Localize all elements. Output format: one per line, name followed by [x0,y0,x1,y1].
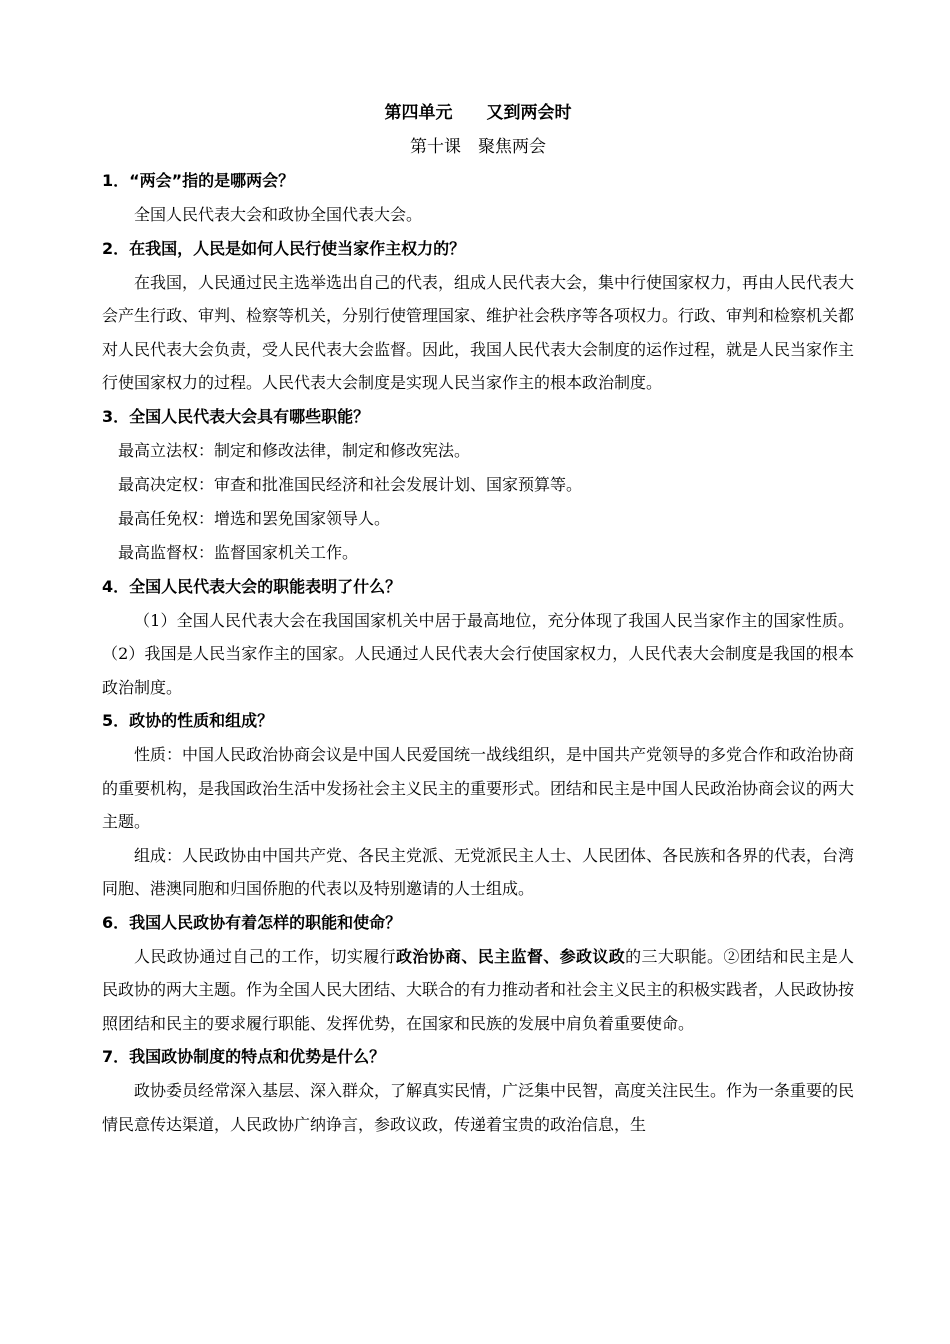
answer-7: 政协委员经常深入基层、深入群众，了解真实民情，广泛集中民智，高度关注民生。作为一条重要的民情民意传达渠道，人民政协广纳诤言，参政议政，传递着宝贵的政治信息，生 [102,1081,855,1134]
question-7: 7．我国政协制度的特点和优势是什么？ [102,1047,386,1066]
lesson-title: 第十课 聚焦两会 [410,137,546,157]
power-item-supervision: 最高监督权：监督国家机关工作。 [118,542,359,562]
answer-5-composition: 组成：人民政协由中国共产党、各民主党派、无党派民主人士、人民团体、各民族和各界的代表，台湾同胞、港澳同胞和归国侨胞的代表以及特别邀请的人士组成。 [102,845,855,898]
question-2: 2．在我国，人民是如何人民行使当家作主权力的？ [102,238,466,258]
answer-6-after: 的三大职能。②团结和民主是人民政协的两大主题。作为全国人民大团结、大联合的有力推动者和社会主义民主的积极实践者，人民政协按照团结和民主的要求履行职能、发挥优势，在国家和民族的发展中肩负着重要使命。 [102,946,855,1033]
question-5: 5．政协的性质和组成？ [102,711,274,730]
question-4: 4．全国人民代表大会的职能表明了什么？ [102,576,402,596]
power-item-appointment: 最高任免权：增选和罢免国家领导人。 [118,508,391,528]
answer-6-before: 人民政协通过自己的工作，切实履行 [134,946,396,966]
answer-1: 全国人民代表大会和政协全国代表大会。 [134,205,423,224]
question-6: 6．我国人民政协有着怎样的职能和使命？ [102,912,402,932]
answer-4: （1）全国人民代表大会在我国国家机关中居于最高地位，充分体现了我国人民当家作主的国家性质。（2）我国是人民当家作主的国家。人民通过人民代表大会行使国家权力，人民代表大会制度是我国的根本政治制度。 [102,610,854,697]
power-item-legislative: 最高立法权：制定和修改法律，制定和修改宪法。 [118,440,471,460]
unit-title: 第四单元 又到两会时 [384,103,572,123]
answer-6-functions: 政治协商、民主监督、参政议政 [395,946,626,966]
answer-6 [102,940,854,1041]
question-1: 1．“两会”指的是哪两会？ [102,171,295,190]
document-body [102,96,854,1141]
question-3: 3．全国人民代表大会具有哪些职能？ [102,406,370,426]
answer-5-nature: 性质：中国人民政治协商会议是中国人民爱国统一战线组织，是中国共产党领导的多党合作和政治协商的重要机构，是我国政治生活中发扬社会主义民主的重要形式。团结和民主是中国人民政治协商会议的两大主题。 [102,745,855,831]
answer-2: 在我国，人民通过民主选举选出自己的代表，组成人民代表大会，集中行使国家权力，再由人民代表大会产生行政、审判、检察等机关，分别行使管理国家、维护社会秩序等各项权力。行政、审判和检察机关都对人民代表大会负责，受人民代表大会监督。因此，我国人民代表大会制度的运作过程，就是人民当家作主行使国家权力的过程。人民代表大会制度是实现人民当家作主的根本政治制度。 [102,272,855,392]
power-item-decision: 最高决定权：审查和批准国民经济和社会发展计划、国家预算等。 [118,474,583,494]
